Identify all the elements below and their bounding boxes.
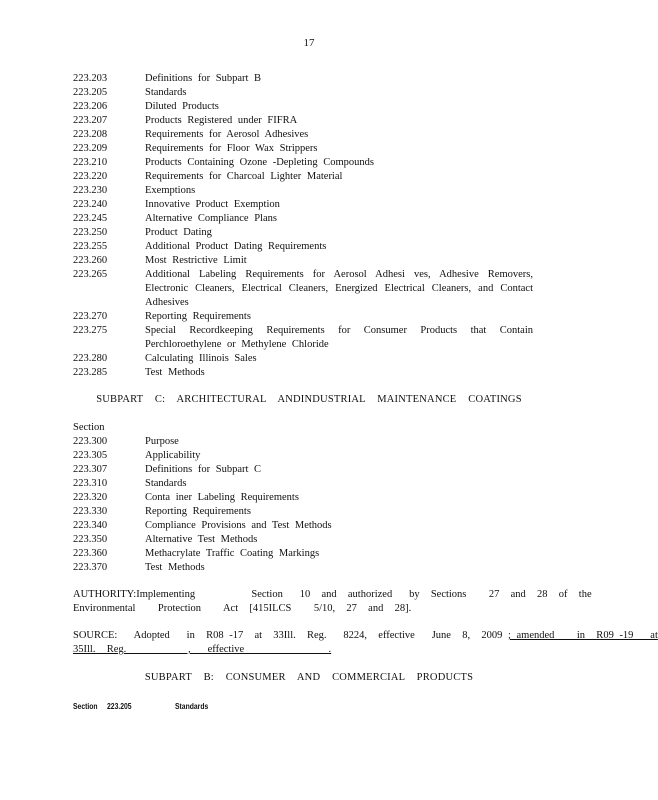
subpart-c-contents [73, 435, 533, 575]
toc-entry-number: 223.255 [73, 241, 108, 252]
toc-entry-title: Exemptions [145, 185, 196, 196]
toc-entry-title: Diluted Products [145, 101, 219, 112]
toc-entry-title: Alternative Compliance Plans [145, 213, 277, 224]
source-note [73, 629, 658, 657]
toc-entry-number: 223.265 [73, 269, 108, 280]
toc-entry-number: 223.206 [73, 101, 108, 112]
toc-entry [73, 142, 533, 156]
toc-entry-title: Definitions for Subpart C [145, 464, 262, 475]
toc-entry [73, 505, 533, 519]
toc-entry [73, 366, 533, 380]
page-number: 17 [303, 37, 315, 49]
toc-entry [73, 352, 533, 366]
toc-entry-title: Alternative Test Methods [145, 534, 258, 545]
source-line-1 [73, 629, 658, 643]
toc-entry [73, 477, 533, 491]
toc-entry-title: Requirements for Floor Wax Strippers [145, 143, 318, 154]
toc-entry [73, 212, 533, 226]
toc-entry-title: Conta iner Labeling Requirements [145, 492, 299, 503]
subpart-b-heading: SUBPART B: CONSUMER AND COMMERCIAL PRODUCTS [144, 672, 474, 683]
toc-entry [73, 128, 533, 142]
toc-entry-number: 223.240 [73, 199, 108, 210]
toc-entry-title: Most Restrictive Limit [145, 255, 247, 266]
toc-entry [73, 254, 533, 268]
toc-entry-number: 223.305 [73, 450, 108, 461]
toc-entry [73, 156, 533, 170]
toc-entry-title: Purpose [145, 436, 179, 447]
toc-entry [73, 533, 533, 547]
toc-entry [73, 561, 533, 575]
toc-entry-title: Reporting Requirements [145, 506, 251, 517]
toc-entry-number: 223.220 [73, 171, 108, 182]
toc-entry-number: 223.350 [73, 534, 108, 545]
toc-entry [73, 268, 533, 310]
toc-entry-number: 223.340 [73, 520, 108, 531]
section-heading [73, 700, 208, 714]
toc-entry-title: Test Methods [145, 562, 205, 573]
toc-entry [73, 198, 533, 212]
toc-entry-number: 223.270 [73, 311, 108, 322]
toc-entry [73, 310, 533, 324]
toc-entry-number: 223.208 [73, 129, 108, 140]
toc-entry-number: 223.207 [73, 115, 108, 126]
toc-entry-title: Applicability [145, 450, 201, 461]
toc-entry-number: 223.275 [73, 325, 108, 336]
toc-entry-title: Special Recordkeeping Requirements for Consumer Products that Contain Perchloroethylene or Methylene Chloride [145, 325, 533, 350]
toc-entry-number: 223.300 [73, 436, 108, 447]
toc-entry-number: 223.285 [73, 367, 108, 378]
toc-entry [73, 240, 533, 254]
toc-entry [73, 324, 533, 352]
toc-entry [73, 100, 533, 114]
toc-entry-number: 223.230 [73, 185, 108, 196]
toc-entry [73, 519, 533, 533]
subpart-c-heading: SUBPART C: ARCHITECTURAL ANDINDUSTRIAL MAINTENANCE COATINGS [96, 394, 522, 405]
toc-entry-title: Additional Labeling Requirements for Aerosol Adhesi ves, Adhesive Removers, Electronic Cleaners, Electrical Cleaners, Energized Electrical Cleaners, and Contact Adhesives [145, 269, 533, 308]
source-amended: ; amended in R09 -19 at [507, 630, 658, 641]
toc-entry-title: Methacrylate Traffic Coating Markings [145, 548, 320, 559]
section-label: Section [73, 422, 105, 433]
source-adopted: SOURCE: Adopted in R08 -17 at 33Ill. Reg. 8224, effective June 8, 2009 [73, 630, 508, 641]
toc-entry-title: Test Methods [145, 367, 205, 378]
section-heading-number: 223.205 [107, 702, 132, 711]
toc-entry [73, 547, 533, 561]
toc-entry-number: 223.320 [73, 492, 108, 503]
toc-entry [73, 170, 533, 184]
toc-entry-title: Calculating Illinois Sales [145, 353, 257, 364]
toc-entry-title: Product Dating [145, 227, 212, 238]
source-line-2: 35Ill. Reg. , effective . [73, 644, 332, 655]
toc-entry-number: 223.210 [73, 157, 108, 168]
toc-entry-title: Innovative Product Exemption [145, 199, 280, 210]
toc-entry-title: Compliance Provisions and Test Methods [145, 520, 332, 531]
toc-entry-number: 223.310 [73, 478, 108, 489]
toc-entry-number: 223.205 [73, 87, 108, 98]
authority-line-1: AUTHORITY:Implementing Section 10 and authorized by Sections 27 and 28 of the [73, 589, 592, 600]
toc-entry-title: Reporting Requirements [145, 311, 251, 322]
toc-entry-title: Products Containing Ozone -Depleting Compounds [145, 157, 374, 168]
subpart-b-contents [73, 72, 533, 380]
toc-entry-number: 223.203 [73, 73, 108, 84]
toc-entry-number: 223.209 [73, 143, 108, 154]
toc-entry-title: Requirements for Charcoal Lighter Material [145, 171, 343, 182]
toc-entry [73, 184, 533, 198]
toc-entry-number: 223.245 [73, 213, 108, 224]
toc-entry [73, 491, 533, 505]
subpart-c-section-label [73, 421, 533, 435]
toc-entry-title: Additional Product Dating Requirements [145, 241, 327, 252]
toc-entry-number: 223.280 [73, 353, 108, 364]
section-heading-label: Section [73, 702, 98, 711]
toc-entry [73, 435, 533, 449]
authority-note [73, 588, 592, 616]
toc-entry-title: Standards [145, 87, 187, 98]
toc-entry [73, 449, 533, 463]
authority-line-2: Environmental Protection Act [415ILCS 5/10, 27 and 28]. [73, 603, 412, 614]
section-heading-title: Standards [175, 702, 209, 711]
toc-entry-title: Requirements for Aerosol Adhesives [145, 129, 309, 140]
toc-entry-number: 223.307 [73, 464, 108, 475]
toc-entry-number: 223.330 [73, 506, 108, 517]
toc-entry-number: 223.250 [73, 227, 108, 238]
toc-entry [73, 463, 533, 477]
toc-entry-title: Definitions for Subpart B [145, 73, 262, 84]
toc-entry-number: 223.260 [73, 255, 108, 266]
toc-entry-title: Products Registered under FIFRA [145, 115, 298, 126]
toc-entry [73, 72, 533, 86]
toc-entry-number: 223.360 [73, 548, 108, 559]
toc-entry [73, 226, 533, 240]
toc-entry-title: Standards [145, 478, 187, 489]
toc-entry [73, 86, 533, 100]
toc-entry [73, 114, 533, 128]
toc-entry-number: 223.370 [73, 562, 108, 573]
